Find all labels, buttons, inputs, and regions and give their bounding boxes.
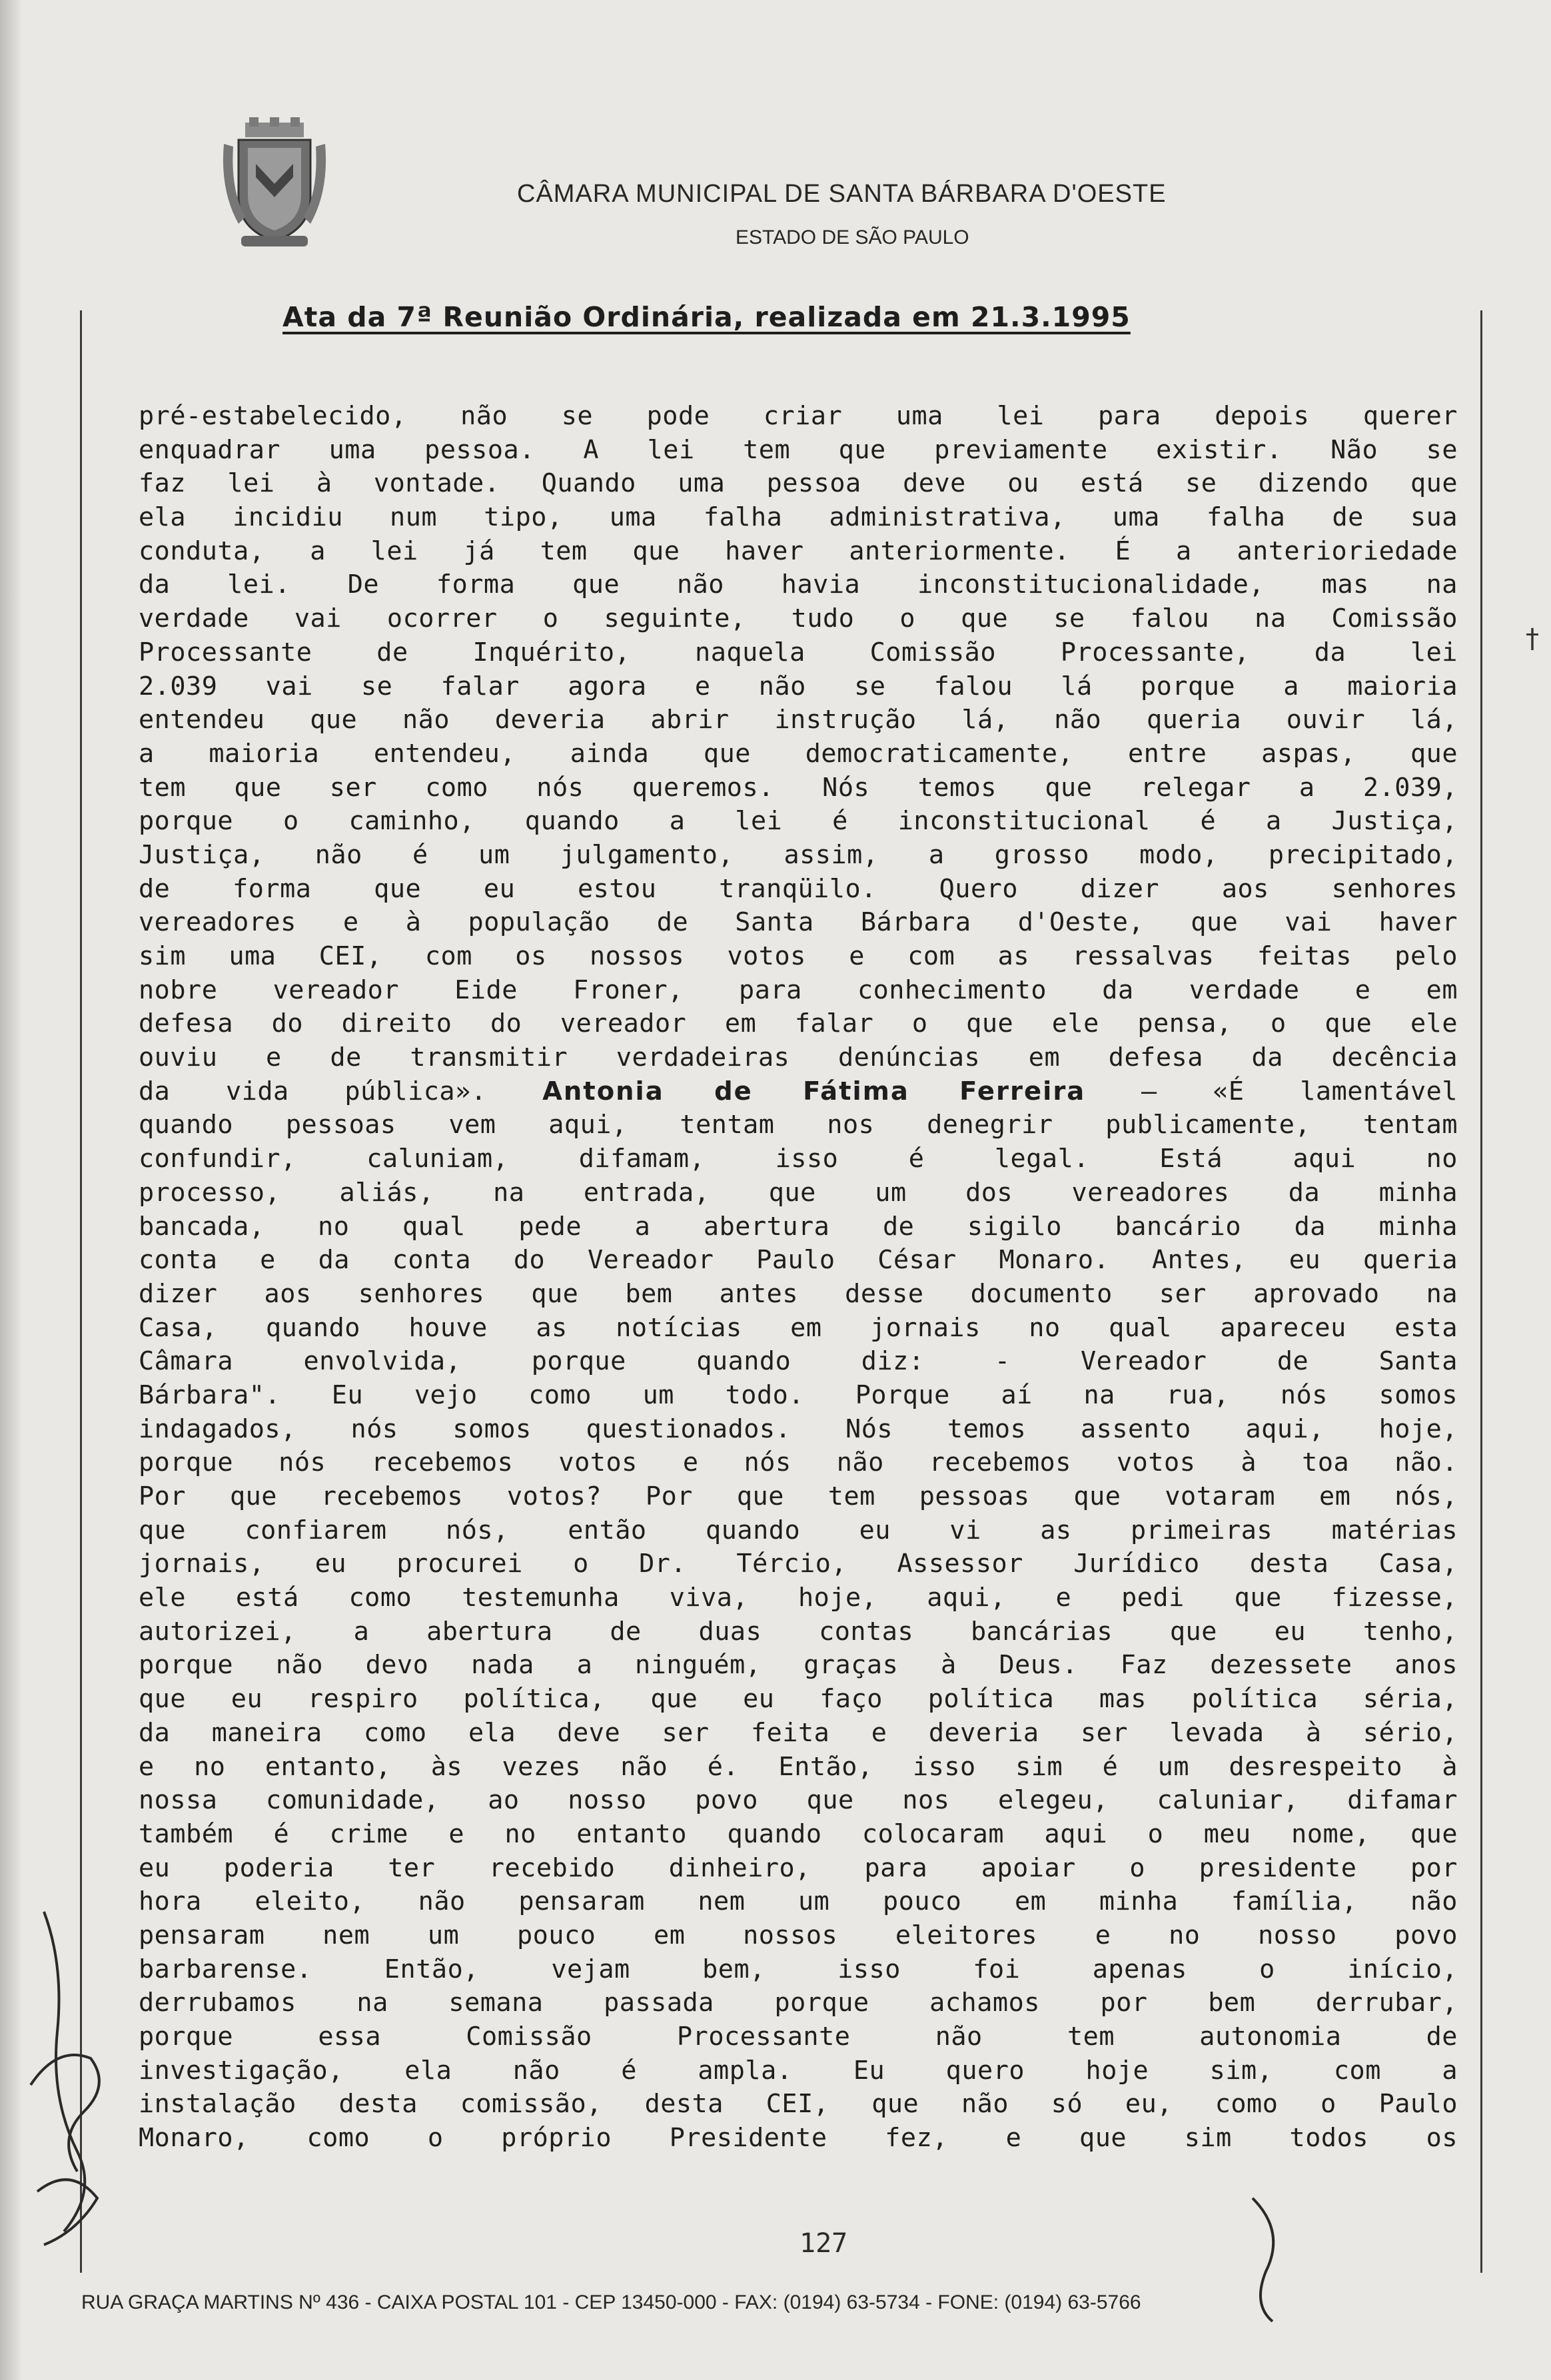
body-line: porque essa Comissão Processante não tem autonomia de — [139, 2022, 1458, 2052]
body-line: tem que ser como nós queremos. Nós temos que relegar a 2.039, — [139, 772, 1458, 803]
body-line: ouviu e de transmitir verdadeiras denúncias em defesa da decência — [139, 1042, 1458, 1073]
body-line: que eu respiro política, que eu faço política mas política séria, — [139, 1684, 1458, 1715]
body-line: Câmara envolvida, porque quando diz: - Vereador de Santa — [139, 1346, 1458, 1377]
body-line: ele está como testemunha viva, hoje, aqui, e pedi que fizesse, — [139, 1583, 1458, 1613]
body-line: que confiarem nós, então quando eu vi as primeiras matérias — [139, 1515, 1458, 1545]
speaker-name: Antonia de Fátima Ferreira — [542, 1076, 1086, 1106]
body-line: porque nós recebemos votos e nós não recebemos votos à toa não. — [139, 1447, 1458, 1478]
body-line: hora eleito, não pensaram nem um pouco em minha família, não — [139, 1886, 1458, 1917]
document-title: Ata da 7ª Reunião Ordinária, realizada em 21.3.1995 — [282, 301, 1131, 333]
body-line: investigação, ela não é ampla. Eu quero hoje sim, com a — [139, 2055, 1458, 2086]
minutes-body — [139, 400, 1458, 2189]
body-line: processo, aliás, na entrada, que um dos vereadores da minha — [139, 1177, 1458, 1208]
body-line: Monaro, como o próprio Presidente fez, e que sim todos os — [139, 2123, 1458, 2154]
body-line: da lei. De forma que não havia inconstitucionalidade, mas na — [139, 570, 1458, 600]
body-line: Casa, quando houve as notícias em jornais no qual apareceu esta — [139, 1312, 1458, 1343]
body-line: verdade vai ocorrer o seguinte, tudo o que se falou na Comissão — [139, 603, 1458, 634]
page-number: 127 — [799, 2228, 848, 2259]
body-line: vereadores e à população de Santa Bárbara d'Oeste, que vai haver — [139, 907, 1458, 938]
body-line: e no entanto, às vezes não é. Então, isso sim é um desrespeito à — [139, 1751, 1458, 1782]
body-line: pensaram nem um pouco em nossos eleitores e no nosso povo — [139, 1920, 1458, 1950]
body-line: Bárbara". Eu vejo como um todo. Porque aí na rua, nós somos — [139, 1380, 1458, 1410]
right-margin-rule — [1480, 310, 1482, 2273]
body-line: confundir, caluniam, difamam, isso é legal. Está aqui no — [139, 1144, 1458, 1174]
body-line: eu poderia ter recebido dinheiro, para apoiar o presidente por — [139, 1852, 1458, 1883]
body-line: jornais, eu procurei o Dr. Tércio, Assessor Jurídico desta Casa, — [139, 1549, 1458, 1579]
municipal-coat-of-arms-icon — [219, 117, 330, 250]
body-line: de forma que eu estou tranqüilo. Quero dizer aos senhores — [139, 873, 1458, 904]
body-line: Por que recebemos votos? Por que tem pessoas que votaram em nós, — [139, 1481, 1458, 1511]
body-line: 2.039 vai se falar agora e não se falou lá porque a maioria — [139, 671, 1458, 701]
body-line: entendeu que não deveria abrir instrução lá, não queria ouvir lá, — [139, 705, 1458, 735]
body-line: instalação desta comissão, desta CEI, que não só eu, como o Paulo — [139, 2089, 1458, 2120]
body-line: indagados, nós somos questionados. Nós temos assento aqui, hoje, — [139, 1413, 1458, 1444]
body-line: sim uma CEI, com os nossos votos e com as ressalvas feitas pelo — [139, 941, 1458, 971]
speaker-change-line — [139, 1075, 1458, 1109]
body-line: barbarense. Então, vejam bem, isso foi apenas o início, — [139, 1954, 1458, 1984]
body-line: Justiça, não é um julgamento, assim, a grosso modo, precipitado, — [139, 839, 1458, 870]
body-line: enquadrar uma pessoa. A lei tem que previamente existir. Não se — [139, 434, 1458, 465]
footer-address: RUA GRAÇA MARTINS Nº 436 - CAIXA POSTAL 101 - CEP 13450-000 - FAX: (0194) 63-5734 - FONE: (0194) 63-5766 — [81, 2291, 1141, 2313]
body-line: porque o caminho, quando a lei é inconstitucional é a Justiça, — [139, 806, 1458, 837]
body-line: derrubamos na semana passada porque achamos por bem derrubar, — [139, 1988, 1458, 2018]
body-line — [139, 2156, 1458, 2189]
body-line: Processante de Inquérito, naquela Comissão Processante, da lei — [139, 637, 1458, 667]
handwritten-signature — [17, 1885, 124, 2258]
body-line: defesa do direito do vereador em falar o que ele pensa, o que ele — [139, 1008, 1458, 1039]
body-line: bancada, no qual pede a abertura de sigilo bancário da minha — [139, 1211, 1458, 1242]
body-line: nossa comunidade, ao nosso povo que nos elegeu, caluniar, difamar — [139, 1785, 1458, 1816]
body-line: ela incidiu num tipo, uma falha administrativa, uma falha de sua — [139, 502, 1458, 533]
margin-mark: † — [1526, 623, 1539, 654]
body-line: porque não devo nada a ninguém, graças à Deus. Faz dezessete anos — [139, 1650, 1458, 1681]
body-line: dizer aos senhores que bem antes desse documento ser aprovado na — [139, 1278, 1458, 1309]
body-line-end: da vida pública». — [139, 1076, 487, 1106]
body-line: conta e da conta do Vereador Paulo César Monaro. Antes, eu queria — [139, 1245, 1458, 1276]
state-name: ESTADO DE SÃO PAULO — [736, 226, 969, 248]
body-line: a maioria entendeu, ainda que democraticamente, entre aspas, que — [139, 738, 1458, 769]
body-line: autorizei, a abertura de duas contas bancárias que eu tenho, — [139, 1616, 1458, 1647]
body-line: conduta, a lei já tem que haver anteriormente. É a anterioriedade — [139, 536, 1458, 566]
institution-name: CÂMARA MUNICIPAL DE SANTA BÁRBARA D'OESTE — [517, 180, 1167, 208]
body-line: faz lei à vontade. Quando uma pessoa deve ou está se dizendo que — [139, 468, 1458, 499]
body-line: quando pessoas vem aqui, tentam nos denegrir publicamente, tentam — [139, 1110, 1458, 1140]
speech-start: – «É lamentável — [1141, 1076, 1458, 1106]
body-line: pré-estabelecido, não se pode criar uma lei para depois querer — [139, 401, 1458, 431]
body-line: da maneira como ela deve ser feita e deveria ser levada à sério, — [139, 1717, 1458, 1748]
body-line: também é crime e no entanto quando colocaram aqui o meu nome, que — [139, 1818, 1458, 1849]
body-line: nobre vereador Eide Froner, para conhecimento da verdade e em — [139, 975, 1458, 1005]
